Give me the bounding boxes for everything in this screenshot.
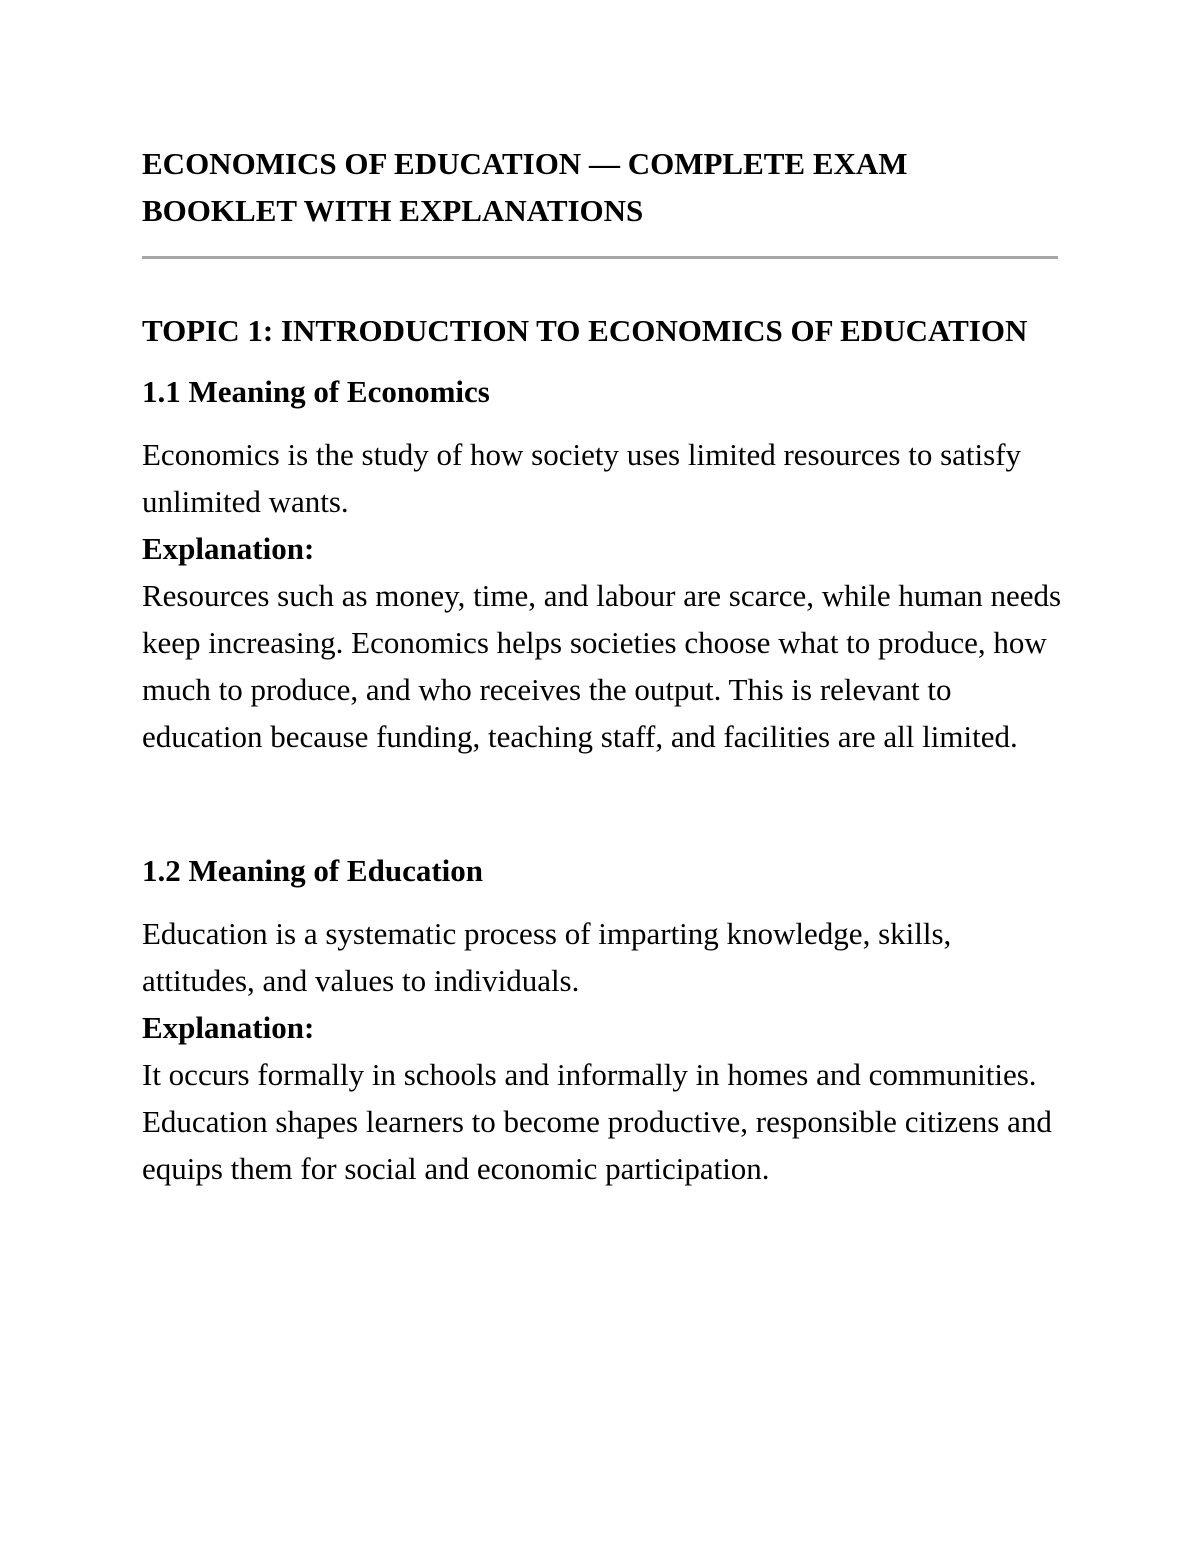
title-divider (142, 256, 1058, 259)
document-title: ECONOMICS OF EDUCATION — COMPLETE EXAM BOOKLET WITH EXPLANATIONS (142, 146, 908, 228)
explanation-text: Resources such as money, time, and labour are scarce, while human needs keep increasing. Economics helps societies choose what to produce, how much to produce, and who receives the output. This is relevant to education because funding, teaching staff, and facilities are all limited. (142, 578, 1062, 754)
topic-heading: TOPIC 1: INTRODUCTION TO ECONOMICS OF EDUCATION (142, 313, 1028, 348)
section-heading: 1.2 Meaning of Education (142, 853, 484, 888)
explanation-label: Explanation: (142, 1010, 315, 1045)
explanation-label: Explanation: (142, 531, 315, 566)
explanation-text: It occurs formally in schools and informally in homes and communities. Education shapes learners to become productive, responsible citizens and equips them for social and economic participation. (142, 1057, 1052, 1186)
section-meaning-of-economics (142, 368, 1062, 760)
section-heading: 1.1 Meaning of Economics (142, 374, 490, 409)
section-meaning-of-education (142, 847, 1062, 1192)
section-definition: Education is a systematic process of imparting knowledge, skills, attitudes, and values to individuals. (142, 916, 952, 998)
document-page (142, 140, 1062, 1192)
section-definition: Economics is the study of how society uses limited resources to satisfy unlimited wants. (142, 437, 1022, 519)
